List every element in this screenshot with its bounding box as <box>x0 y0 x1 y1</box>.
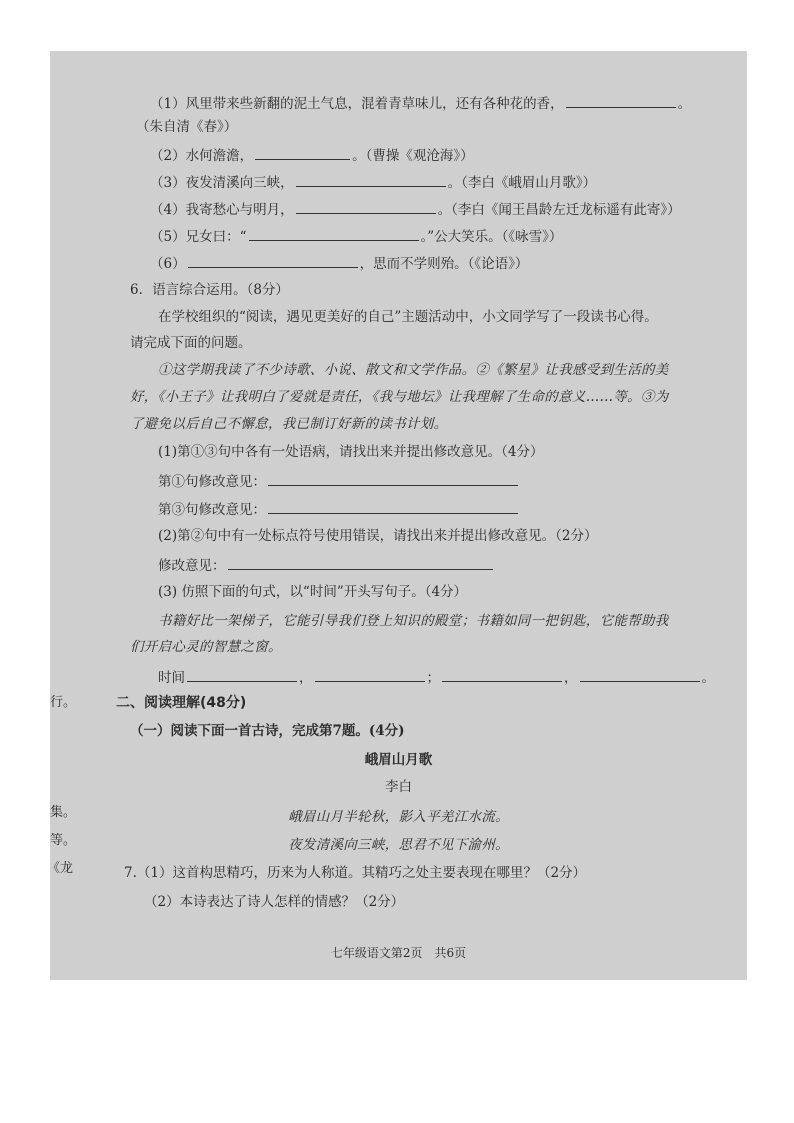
poem-line-1: 峨眉山月半轮秋，影入平羌江水流。 <box>288 809 509 825</box>
q6-model-1: 书籍好比一架梯子，它能引导我们登上知识的殿堂；书籍如同一把钥匙，它能帮助我 <box>158 613 669 629</box>
answer-blank[interactable] <box>255 145 350 160</box>
q6-sub1-a: 第①句修改意见： <box>158 471 520 491</box>
answer-blank[interactable] <box>268 499 518 514</box>
answer-blank[interactable] <box>249 226 419 241</box>
answer-blank[interactable] <box>315 667 425 682</box>
q5-line-1: （1）风里带来些新翻的泥土气息，混着青草味儿，还有各种花的香， 。 <box>150 93 691 113</box>
scanned-page <box>47 51 747 980</box>
answer-blank[interactable] <box>296 172 446 187</box>
margin-fragment: 行。 <box>50 695 77 710</box>
margin-fragment: 集。 <box>50 805 77 820</box>
answer-blank[interactable] <box>268 471 518 486</box>
q5-line-5: （5）兄女曰：“ 。”公大笑乐。（《咏雪》） <box>150 226 562 246</box>
q6-sub3: (3) 仿照下面的句式，以“时间”开头写句子。（4分） <box>158 584 468 600</box>
q6-passage-2: 好，《小王子》让我明白了爱就是责任，《我与地坛》让我理解了生命的意义……等。③为 <box>130 389 669 405</box>
q5-line-3: （3）夜发清溪向三峡， 。（李白《峨眉山月歌》） <box>150 172 596 192</box>
q7-sub2: （2）本诗表达了诗人怎样的情感？（2分） <box>144 894 405 910</box>
answer-blank[interactable] <box>296 199 436 214</box>
q6-title: 6．语言综合运用。（8分） <box>130 282 289 298</box>
answer-blank[interactable] <box>188 253 358 268</box>
q5-line-2: （2）水何澹澹， 。（曹操《观沧海》） <box>150 145 474 165</box>
q6-model-2: 们开启心灵的智慧之窗。 <box>130 639 282 655</box>
section-2-part-1: （一）阅读下面一首古诗，完成第7题。(4分) <box>130 723 405 739</box>
q5-line-6: （6） ，思而不学则殆。（《论语》） <box>150 253 528 273</box>
answer-blank[interactable] <box>187 667 297 682</box>
answer-blank[interactable] <box>580 667 700 682</box>
q5-line-4: （4）我寄愁心与明月， 。（李白《闻王昌龄左迁龙标遥有此寄》） <box>150 199 681 219</box>
poem-line-2: 夜发清溪向三峡，思君不见下渝州。 <box>288 837 509 853</box>
poem-title: 峨眉山月歌 <box>364 752 433 768</box>
q6-passage-3: 了避免以后自己不懈怠，我已制订好新的读书计划。 <box>130 416 448 432</box>
page-footer: 七年级语文第2页 共6页 <box>330 946 467 960</box>
section-2-title: 二、阅读理解(48分) <box>116 695 247 711</box>
margin-fragment: 等。 <box>50 833 77 848</box>
q6-sub2-a: 修改意见： <box>158 555 495 575</box>
margin-fragment: 《龙 <box>47 861 74 876</box>
q6-sub2: (2)第②句中有一处标点符号使用错误，请找出来并提出修改意见。（2分） <box>158 528 598 544</box>
answer-blank[interactable] <box>566 93 676 108</box>
q5-line-1-source: （朱自清《春》） <box>136 119 238 135</box>
q6-sub1: (1)第①③句中各有一处语病，请找出来并提出修改意见。（4分） <box>158 444 544 460</box>
poem-author: 李白 <box>385 779 412 795</box>
q6-sub1-b: 第③句修改意见： <box>158 499 520 519</box>
q6-passage-1: ①这学期我读了不少诗歌、小说、散文和文学作品。②《繁星》让我感受到生活的美 <box>158 362 669 378</box>
q6-sub3-answer: 时间 ， ； ， 。 <box>158 667 715 687</box>
q7-sub1: 7.（1）这首构思精巧，历来为人称道。其精巧之处主要表现在哪里？（2分） <box>124 865 587 881</box>
answer-blank[interactable] <box>442 667 562 682</box>
answer-blank[interactable] <box>228 555 493 570</box>
q6-intro-2: 请完成下面的问题。 <box>130 335 252 351</box>
q6-intro-1: 在学校组织的“阅读，遇见更美好的自己”主题活动中，小文同学写了一段读书心得。 <box>158 309 658 325</box>
